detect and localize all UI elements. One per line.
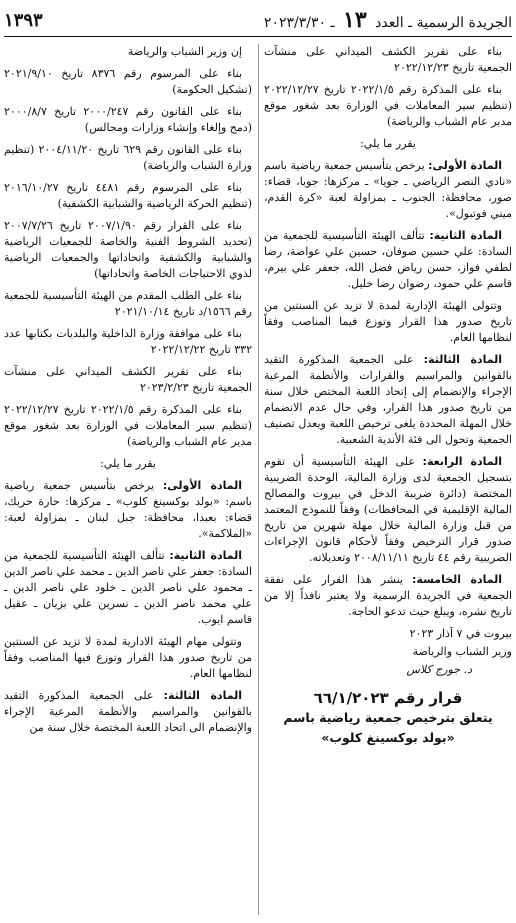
decree-heading	[264, 688, 512, 748]
paragraph: بناء على تقرير الكشف الميداني على منشآت الجمعية تاريخ ٢٠٢٢/١٢/٢٣	[264, 45, 512, 74]
article-label: المادة الرابعة:	[422, 455, 502, 468]
paragraph: بناء على موافقة وزارة الداخلية والبلديات بكتابها عدد ٣٣٢ تاريخ ٢٠٢٢/١٢/٢٢	[4, 327, 252, 356]
decree-subject: يتعلق بترخيص جمعية رياضية باسم	[283, 710, 493, 725]
article-text: يرخص بتأسيس جمعية رياضية باسم «نادي النصر الرياضي ـ جويا» ـ مركزها: جويا، قضاء: صور، محافظة: الجنوب ـ بمزاولة لعبة «كرة القدم، ميني فوتبول».	[264, 159, 512, 220]
article-label: المادة الثانية:	[169, 549, 243, 562]
article-1	[264, 158, 512, 222]
paragraph: إن وزير الشباب والرياضة	[127, 45, 242, 58]
article-label: المادة الثانية:	[429, 229, 503, 242]
place-date: بيروت في ٧ آذار ٢٠٢٣	[409, 627, 512, 640]
article-label: المادة الثالثة:	[163, 689, 242, 702]
page-header	[4, 4, 512, 37]
decree-club-name: «بولد بوكسينغ كلوب»	[321, 730, 455, 745]
article-5	[264, 572, 512, 620]
article-label: المادة الأولى:	[428, 159, 502, 172]
article-label: المادة الأولى:	[162, 479, 242, 492]
left-column	[4, 44, 252, 919]
paragraph: بناء على القرار رقم ٢٠٠٧/١/٩٠ تاريخ ٢٠٠٧/٧/٢٦ (تحديد الشروط الفنية والخاصة للجمعيات الرياضية والشبابية والكشفية واتحاداتها والجمعيات الرياضية لذوي الاحتياجات الخاصة واتحاداتها)	[4, 219, 252, 280]
article-2	[4, 548, 252, 628]
paragraph: بناء على القانون رقم ٦٢٩ تاريخ ٢٠٠٤/١١/٢٠ (تنظيم وزارة الشباب والرياضة)	[4, 143, 252, 172]
article-text: ينشر هذا القرار على نفقة الجمعية في الجريدة الرسمية ولا يعتبر نافذاً إلا من تاريخ نشره، ويبلغ حيث تدعو الحاجة.	[264, 573, 512, 618]
article-text: على الهيئة التأسيسية أن تقوم بتسجيل الجمعية لدى وزارة المالية، الوحدة الضريبية المختصة (دائرة ضريبة الدخل في بيروت والمصالح المالية الإقليمية في المحافظات) وفقاً للنموذج المعتمد من قبل وزارة المالية خلال مهلة شهرين من تاريخ صدور قرار الترخيص وفقاً لأحكام قانون الإجراءات الضريبية رقم ٤٤ تاريخ ٢٠٠٨/١١/١١ وتعديلاته.	[264, 455, 512, 564]
article-3	[264, 352, 512, 448]
header-title-group	[264, 7, 512, 33]
column-divider	[258, 44, 259, 915]
issue-date: ـ ٢٠٢٣/٣/٣٠	[263, 15, 335, 31]
decides-heading: يقرر ما يلي:	[360, 137, 416, 150]
paragraph: بناء على المذكرة رقم ٢٠٢٢/١/٥ تاريخ ٢٠٢٢/١٢/٢٧ (تنظيم سير المعاملات في الوزارة بعد شغور موقع مدير عام الشباب والرياضة)	[264, 83, 512, 128]
minister-name: د. جورج كلاس	[406, 663, 472, 676]
page-number: ١٣٩٣	[4, 9, 43, 31]
paragraph: وتتولى مهام الهيئة الادارية لمدة لا تزيد عن السنتين من تاريخ صدور هذا القرار وتوزع فيها المناصب وفقاً لنظامها العام.	[4, 635, 252, 680]
paragraph: وتتولى الهيئة الإدارية لمدة لا تزيد عن السنتين من تاريخ صدور هذا القرار وتوزع فيما المناصب وفقاً لنظامها العام.	[264, 299, 512, 344]
paragraph: بناء على المذكرة رقم ٢٠٢٢/١/٥ تاريخ ٢٠٢٢/١٢/٢٧ (تنظيم سير المعاملات في الوزارة بعد شغور موقع مدير عام الشباب والرياضة)	[4, 403, 252, 448]
right-column	[264, 44, 512, 919]
paragraph: بناء على تقرير الكشف الميداني على منشآت الجمعية تاريخ ٢٠٢٣/٢/٢٣	[4, 365, 252, 394]
article-label: المادة الثالثة:	[423, 353, 502, 366]
article-2	[264, 228, 512, 292]
issue-number: ١٣	[343, 7, 367, 33]
decides-heading: يقرر ما يلي:	[100, 457, 156, 470]
article-text: تتألف الهيئة التأسيسية للجمعية من السادة: جعفر علي ناصر الدين ـ محمد علي ناصر الدين ـ محمود علي ناصر الدين ـ خلود علي ناصر الدين ـ علي محمد ناصر الدين ـ نسرين علي بزيان ـ عقيل قاسم ايوب.	[4, 549, 252, 626]
article-label: المادة الخامسة:	[412, 573, 502, 586]
article-text: يرخص بتأسيس جمعية رياضية باسم: «بولد بوكسينغ كلوب» ـ مركزها: حارة حريك، قضاء: بعبدا، محافظة: جبل لبنان ـ بمزاولة لعبة: «الملاكمة».	[4, 479, 252, 540]
article-4	[264, 454, 512, 566]
article-3	[4, 688, 252, 736]
paragraph: بناء على المرسوم رقم ٨٣٧٦ تاريخ ٢٠٢١/٩/١٠ (تشكيل الحكومة)	[4, 67, 252, 96]
paragraph: بناء على الطلب المقدم من الهيئة التأسيسية للجمعية رقم ١٥٦٦/د تاريخ ٢٠٢١/١٠/١٤	[4, 289, 252, 318]
paragraph: بناء على المرسوم رقم ٤٤٨١ تاريخ ٢٠١٦/١٠/٢٧ (تنظيم الحركة الرياضية والشبابية الكشفية)	[4, 181, 252, 210]
decree-number: قرار رقم ٦٦/١/٢٠٢٣	[313, 689, 463, 707]
article-text: تتألف الهيئة التأسيسية للجمعية من السادة: علي حسين صوفان، حسين علي عواضة، رضا لطفي فواز، حسن رياض فضل الله، جعفر علي بيرم، قاسم علي حمود، رضوان رضا خليل.	[264, 229, 512, 290]
paragraph: بناء على القانون رقم ٢٠٠٠/٢٤٧ تاريخ ٢٠٠٠/٨/٧ (دمج وإلغاء وإنشاء وزارات ومجالس)	[4, 105, 252, 134]
minister-title: وزير الشباب والرياضة	[412, 645, 512, 658]
article-1	[4, 478, 252, 542]
article-text: على الجمعية المذكورة التقيد بالقوانين والمراسيم والقرارات والأنظمة المرعية الإجراء والإنضمام إلى إتحاد اللعبة المختص خلال سنة من تاريخ صدور هذا القرار، وفي حال عدم الانضمام خلال المهلة المحددة يلغى ترخيص اللعبة ويعدل تصنيف الجمعية وتحول الى فئة الأندية الشعبية.	[264, 353, 512, 446]
article-text: على الجمعية المذكورة التقيد بالقوانين والمراسيم والأنظمة المرعية الإجراء والإنضمام الى اتحاد اللعبة المختصة خلال سنة من	[4, 689, 252, 734]
header-title: الجريدة الرسمية ـ العدد	[375, 15, 512, 31]
